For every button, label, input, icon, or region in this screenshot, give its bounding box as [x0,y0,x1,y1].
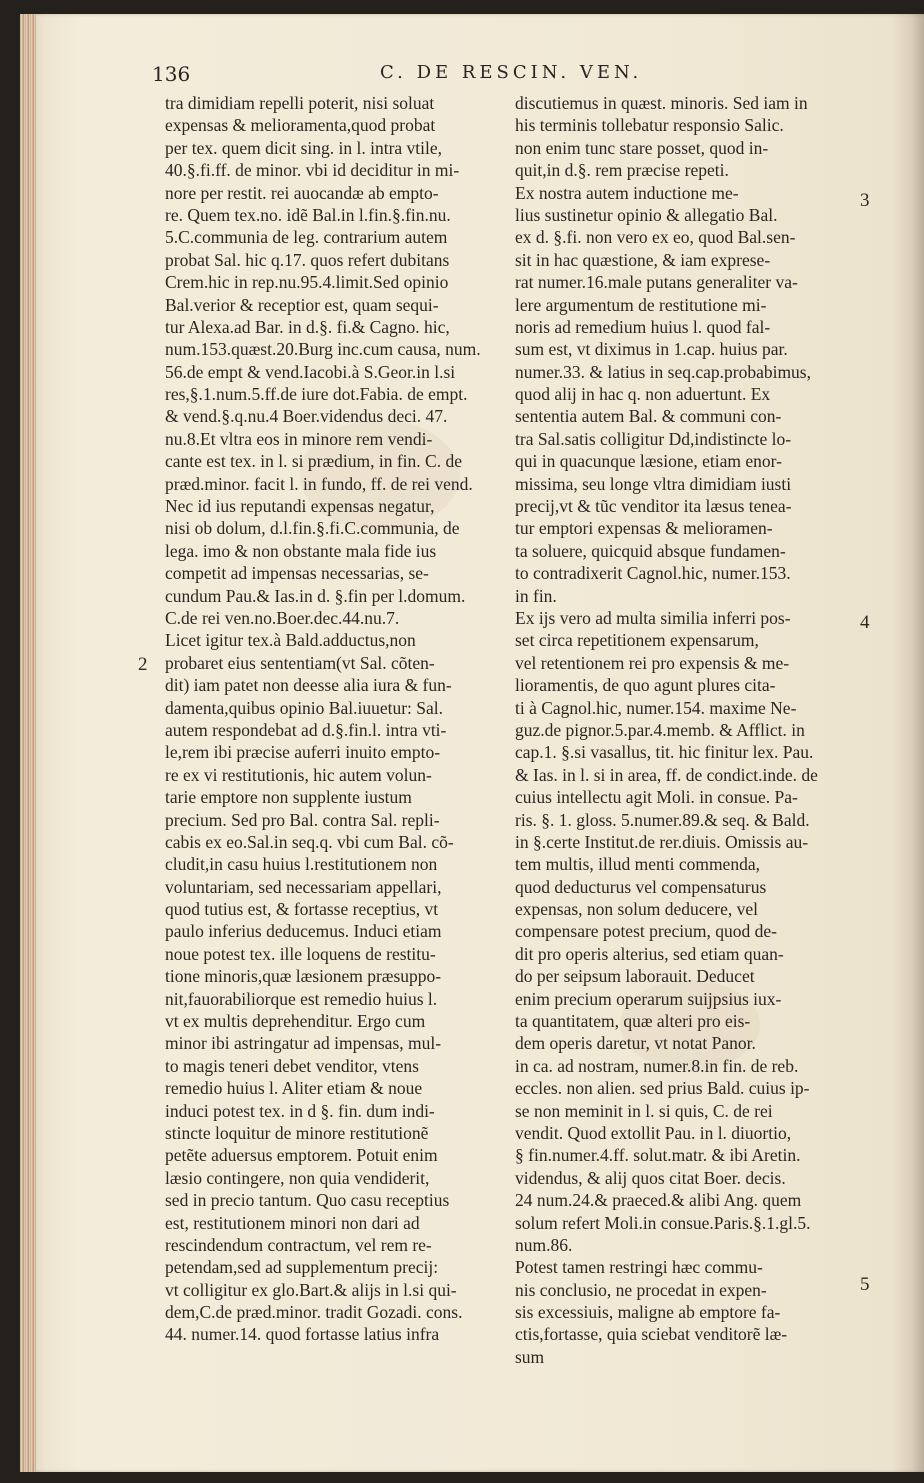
text-line: læsio contingere, non quia vendiderit, [165,1167,430,1188]
text-line: quod alij in hac q. non aduertunt. Ex [515,384,771,405]
text-line: dit pro operis alterius, sed etiam quan- [515,943,784,964]
text-line: quit,in d.§. rem præcise repeti. [515,160,729,181]
text-line: num.153.quæst.20.Burg inc.cum causa, num. [165,339,481,360]
text-line: videndus, & alij quos citat Boer. decis. [515,1167,786,1188]
text-line: cabis ex eo.Sal.in seq.q. vbi cum Bal. cõ- [165,831,454,852]
text-line: nisi ob dolum, d.l.fin.§.fi.C.communia, de [165,518,460,539]
text-line: se non meminit in l. si quis, C. de rei [515,1100,773,1121]
text-line: in fin. [515,585,557,606]
text-line: lere argumentum de restitutione mi- [515,294,767,315]
text-line: solum refert Moli.in consue.Paris.§.1.gl.5. [515,1212,811,1233]
text-line: cludit,in casu huius l.restitutionem non [165,854,438,875]
text-line: nu.8.Et vltra eos in minore rem vendi- [165,428,433,449]
gutter-shadow [892,14,924,1472]
text-line: C.de rei ven.no.Boer.dec.44.nu.7. [165,607,400,628]
text-line: quod deducturus vel compensaturus [515,876,767,897]
text-line: in ca. ad nostram, numer.8.in fin. de reb. [515,1055,799,1076]
text-line: lius sustinetur opinio & allegatio Bal. [515,204,778,225]
text-line: do per seipsum laborauit. Deducet [515,966,755,987]
text-line: petendam,sed ad supplementum precij: [165,1257,439,1278]
text-line: non enim tunc stare posset, quod in- [515,137,769,158]
text-line: Bal.verior & receptior est, quam sequi- [165,294,439,315]
text-line: voluntariam, sed necessariam appellari, [165,876,442,897]
text-line: vt colligitur ex glo.Bart.& alijs in l.si qui- [165,1279,457,1300]
text-line: minor ibi astringatur ad impensas, mul- [165,1033,442,1054]
text-line: rat numer.16.male putans generaliter va- [515,272,798,293]
text-line: noris ad remedium huius l. quod fal- [515,316,771,337]
text-line: § fin.numer.4.ff. solut.matr. & ibi Aretin. [515,1145,801,1166]
margin-number-4: 4 [860,612,870,633]
text-line: paulo inferius deducemus. Induci etiam [165,921,442,942]
text-line: ti à Cagnol.hic, numer.154. maxime Ne- [515,697,797,718]
text-line: tur emptori expensas & melioramen- [515,518,773,539]
text-line: quod tutius est, & fortasse receptius, vt [165,899,439,920]
text-line: noue potest tex. ille loquens de restitu- [165,943,436,964]
text-line: 5.C.communia de leg. contrarium autem [165,227,448,248]
text-line: nis conclusio, ne procedat in expen- [515,1279,767,1300]
text-line: tione minoris,quæ læsionem præsuppo- [165,966,442,987]
text-line: Crem.hic in rep.nu.95.4.limit.Sed opinio [165,272,449,293]
text-line: cundum Pau.& Ias.in d. §.fin per l.domum. [165,585,466,606]
text-line: sed in precio tantum. Quo casu receptius [165,1190,450,1211]
text-line: qui in quacunque læsione, etiam enor- [515,451,782,472]
text-line: vel retentionem rei pro expensis & me- [515,652,790,673]
text-line: le,rem ibi præcise auferri inuito empto- [165,742,441,763]
text-line: cante est tex. in l. si prædium, in fin. C. de [165,451,462,472]
text-line: sententia autem Bal. & communi con- [515,406,782,427]
margin-number-5: 5 [860,1274,870,1295]
page-edge-stack [20,14,36,1472]
margin-number-2: 2 [138,654,148,675]
text-line: dit) iam patet non deesse alia iura & fun- [165,675,452,696]
text-line: ctis,fortasse, quia sciebat venditorẽ læ- [515,1324,788,1345]
text-line: probat Sal. hic q.17. quos refert dubitans [165,249,450,270]
text-line: res,§.1.num.5.ff.de iure dot.Fabia. de empt. [165,384,468,405]
running-head: C. DE RESCIN. VEN. [380,62,643,83]
text-line: præd.minor. facit l. in fundo, ff. de rei vend. [165,473,473,494]
text-line: tra Sal.satis colligitur Dd,indistincte lo- [515,428,792,449]
right-text-column [515,92,858,1368]
text-line: expensas, non solum deducere, vel [515,899,758,920]
text-line: Licet igitur tex.à Bald.adductus,non [165,630,416,651]
left-text-column [165,92,510,1346]
text-line: in §.certe Institut.de rer.diuis. Omissis au- [515,831,809,852]
text-line: tarie emptore non supplente iustum [165,787,412,808]
text-line: tra dimidiam repelli poterit, nisi soluat [165,93,435,113]
text-line: re ex vi restitutionis, hic autem volun- [165,764,432,785]
text-line: vendit. Quod extollit Pau. in l. diuortio, [515,1122,792,1143]
text-line: cap.1. §.si vasallus, tit. hic finitur lex. Pau. [515,742,814,763]
text-line: 56.de empt & vend.Iacobi.à S.Geor.in l.si [165,361,456,382]
text-line: Ex nostra autem inductione me- [515,182,739,203]
text-line: compensare potest precium, quod de- [515,921,777,942]
text-line: 40.§.fi.ff. de minor. vbi id deciditur in mi- [165,160,460,181]
text-line: petẽte aduersus emptorem. Potuit enim [165,1145,438,1166]
text-line: probaret eius sententiam(vt Sal. cõten- [165,652,435,673]
text-line: enim precium operarum suijpsius iux- [515,988,782,1009]
text-line: dem operis daretur, vt notat Panor. [515,1033,756,1054]
text-line: Nec id ius reputandi expensas negatur, [165,496,435,517]
text-line: guz.de pignor.5.par.4.memb. & Afflict. in [515,719,805,740]
text-line: his terminis tollebatur responsio Salic. [515,115,784,136]
margin-number-3: 3 [860,190,870,211]
text-line: to magis teneri debet venditor, vtens [165,1055,419,1076]
text-line: damenta,quibus opinio Bal.iuuetur: Sal. [165,697,444,718]
text-line: rescindendum contractum, vel rem re- [165,1234,432,1255]
text-line: ris. §. 1. gloss. 5.numer.89.& seq. & Bald. [515,809,810,830]
text-line: est, restitutionem minori non dari ad [165,1212,420,1233]
text-line: numer.33. & latius in seq.cap.probabimus, [515,361,811,382]
text-line: sum est, vt diximus in 1.cap. huius par. [515,339,788,360]
text-line: ex d. §.fi. non vero ex eo, quod Bal.sen- [515,227,796,248]
text-line: stincte loquitur de minore restitutionẽ [165,1122,429,1143]
text-line: dem,C.de præd.minor. tradit Gozadi. cons. [165,1302,463,1323]
text-line: nit,fauorabiliorque est remedio huius l. [165,988,438,1009]
text-line: & vend.§.q.nu.4 Boer.videndus deci. 47. [165,406,448,427]
text-line: num.86. [515,1234,573,1255]
text-line: ta quantitatem, quæ alteri pro eis- [515,1011,751,1032]
text-line: ta soluere, quicquid absque fundamen- [515,540,786,561]
text-line: set circa repetitionem expensarum, [515,630,759,651]
text-line: cuius intellectu agit Moli. in consue. Pa- [515,787,798,808]
text-line: per tex. quem dicit sing. in l. intra vtile, [165,137,443,158]
text-line: Potest tamen restringi hæc commu- [515,1257,763,1278]
text-line: autem respondebat ad d.§.fin.l. intra vti- [165,719,447,740]
text-line: nore per restit. rei auocandæ ab empto- [165,182,439,203]
text-line: expensas & melioramenta,quod probat [165,115,436,136]
text-line: tem multis, illud menti commenda, [515,854,760,875]
text-line: tur Alexa.ad Bar. in d.§. fi.& Cagno. hic, [165,316,450,337]
text-line: induci potest tex. in d §. fin. dum indi- [165,1100,435,1121]
text-line: discutiemus in quæst. minoris. Sed iam in [515,93,808,113]
page-number: 136 [152,62,191,86]
text-line: sis excessiuis, maligne ab emptore fa- [515,1302,781,1323]
text-line: to contradixerit Cagnol.hic, numer.153. [515,563,791,584]
text-line: competit ad impensas necessarias, se- [165,563,429,584]
text-line: Ex ijs vero ad multa similia inferri pos- [515,607,791,628]
text-line: 24 num.24.& praeced.& alibi Ang. quem [515,1190,802,1211]
text-line: missima, seu longe vltra dimidiam iusti [515,473,792,494]
text-line: lega. imo & non obstante mala fide ius [165,540,437,561]
text-line: sum [515,1346,545,1367]
text-line: sit in hac quæstione, & iam exprese- [515,249,771,270]
text-line: & Ias. in l. si in area, ff. de condict.inde. de [515,764,818,785]
text-line: eccles. non alien. sed prius Bald. cuius ip- [515,1078,810,1099]
text-line: remedio huius l. Aliter etiam & noue [165,1078,423,1099]
text-line: 44. numer.14. quod fortasse latius infra [165,1324,440,1345]
text-line: re. Quem tex.no. idẽ Bal.in l.fin.§.fin.nu. [165,204,451,225]
text-line: precij,vt & tũc venditor ita læsus tenea- [515,496,792,517]
text-line: precium. Sed pro Bal. contra Sal. repli- [165,809,440,830]
text-line: lioramentis, de quo agunt plures cita- [515,675,776,696]
text-line: vt ex multis deprehenditur. Ergo cum [165,1011,426,1032]
